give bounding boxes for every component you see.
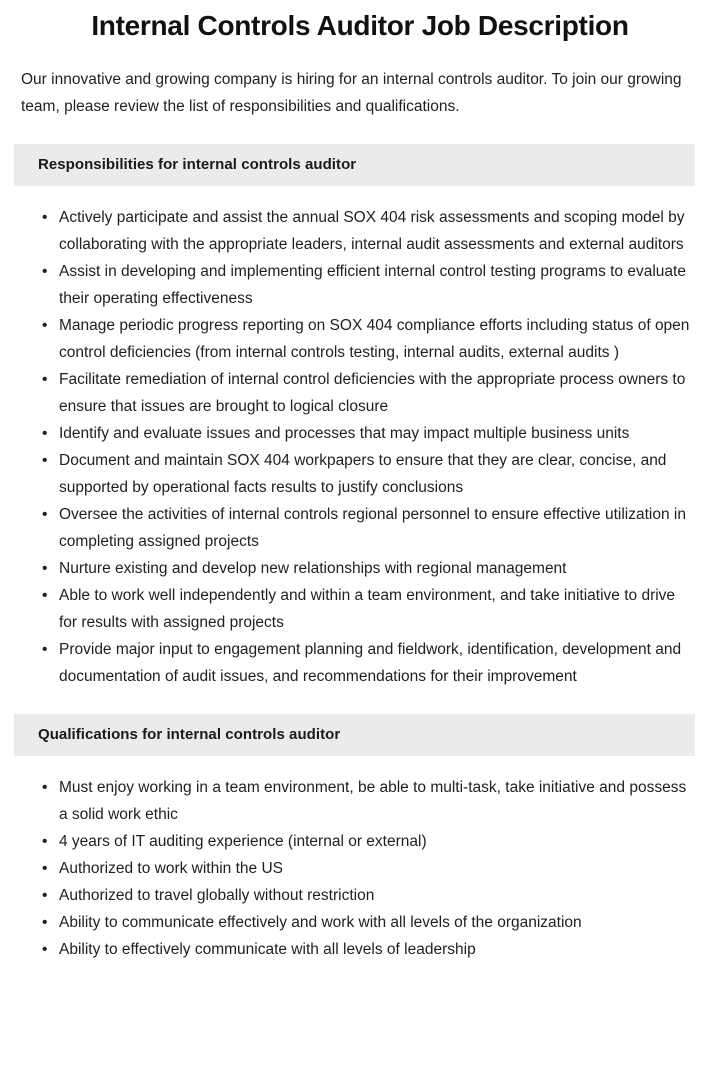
bullet-icon: • bbox=[42, 941, 48, 958]
section-block bbox=[0, 714, 720, 987]
bullet-icon: • bbox=[42, 860, 48, 877]
bullet-icon: • bbox=[42, 779, 48, 796]
list-item bbox=[0, 204, 695, 258]
section-header-band bbox=[14, 714, 695, 756]
list-item bbox=[0, 909, 695, 936]
bullet-icon: • bbox=[42, 425, 48, 442]
bullet-icon: • bbox=[42, 263, 48, 280]
list-item bbox=[0, 882, 695, 909]
bullet-icon: • bbox=[42, 506, 48, 523]
list-item bbox=[0, 828, 695, 855]
bullet-icon: • bbox=[42, 209, 48, 226]
list-item-text: Ability to effectively communicate with all levels of leadership bbox=[59, 941, 476, 958]
list-item-text: Oversee the activities of internal controls regional personnel to ensure effective utilization in completing assigned projects bbox=[59, 506, 686, 550]
list-item bbox=[0, 555, 695, 582]
page-title: Internal Controls Auditor Job Description bbox=[91, 10, 629, 41]
section-heading: Responsibilities for internal controls auditor bbox=[38, 156, 357, 173]
list-item bbox=[0, 312, 695, 366]
list-item-text: Nurture existing and develop new relationships with regional management bbox=[59, 560, 567, 577]
section-header-band bbox=[14, 144, 695, 186]
list-item bbox=[0, 636, 695, 690]
bullet-icon: • bbox=[42, 914, 48, 931]
section-block bbox=[0, 144, 720, 690]
list-item-text: Ability to communicate effectively and work with all levels of the organization bbox=[59, 914, 582, 931]
bullet-list bbox=[0, 756, 720, 987]
list-item-text: Facilitate remediation of internal control deficiencies with the appropriate process owners to ensure that issues are brought to logical closure bbox=[59, 371, 686, 415]
section-heading: Qualifications for internal controls auditor bbox=[38, 726, 341, 743]
list-item bbox=[0, 258, 695, 312]
list-item bbox=[0, 774, 695, 828]
list-item-text: 4 years of IT auditing experience (internal or external) bbox=[59, 833, 427, 850]
list-item bbox=[0, 936, 695, 963]
list-item-text: Provide major input to engagement planning and fieldwork, identification, development and documentation of audit issues, and recommendations for their improvement bbox=[59, 641, 682, 685]
bullet-icon: • bbox=[42, 317, 48, 334]
list-item-text: Manage periodic progress reporting on SOX 404 compliance efforts including status of open control deficiencies (from internal controls testing, internal audits, external audits ) bbox=[59, 317, 690, 361]
list-item bbox=[0, 447, 695, 501]
list-item bbox=[0, 582, 695, 636]
sections-container bbox=[0, 144, 720, 987]
bullet-icon: • bbox=[42, 452, 48, 469]
bullet-icon: • bbox=[42, 587, 48, 604]
list-item-text: Able to work well independently and within a team environment, and take initiative to drive for results with assigned projects bbox=[59, 587, 676, 631]
list-item-text: Authorized to work within the US bbox=[59, 860, 283, 877]
bullet-icon: • bbox=[42, 371, 48, 388]
list-item-text: Must enjoy working in a team environment, be able to multi-task, take initiative and possess a solid work ethic bbox=[59, 779, 687, 823]
list-item bbox=[0, 855, 695, 882]
bullet-icon: • bbox=[42, 560, 48, 577]
list-item-text: Assist in developing and implementing efficient internal control testing programs to evaluate their operating effectiveness bbox=[59, 263, 686, 307]
bullet-icon: • bbox=[42, 833, 48, 850]
bullet-icon: • bbox=[42, 887, 48, 904]
list-item-text: Authorized to travel globally without restriction bbox=[59, 887, 375, 904]
bullet-list bbox=[0, 186, 720, 690]
list-item-text: Document and maintain SOX 404 workpapers to ensure that they are clear, concise, and supported by operational facts results to justify conclusions bbox=[59, 452, 667, 496]
list-item-text: Actively participate and assist the annual SOX 404 risk assessments and scoping model by collaborating with the appropriate leaders, internal audit assessments and external auditors bbox=[59, 209, 685, 253]
intro-paragraph: Our innovative and growing company is hiring for an internal controls auditor. To join our growing team, please review the list of responsibilities and qualifications. bbox=[21, 71, 682, 115]
bullet-icon: • bbox=[42, 641, 48, 658]
list-item bbox=[0, 501, 695, 555]
list-item bbox=[0, 366, 695, 420]
list-item-text: Identify and evaluate issues and processes that may impact multiple business units bbox=[59, 425, 630, 442]
list-item bbox=[0, 420, 695, 447]
